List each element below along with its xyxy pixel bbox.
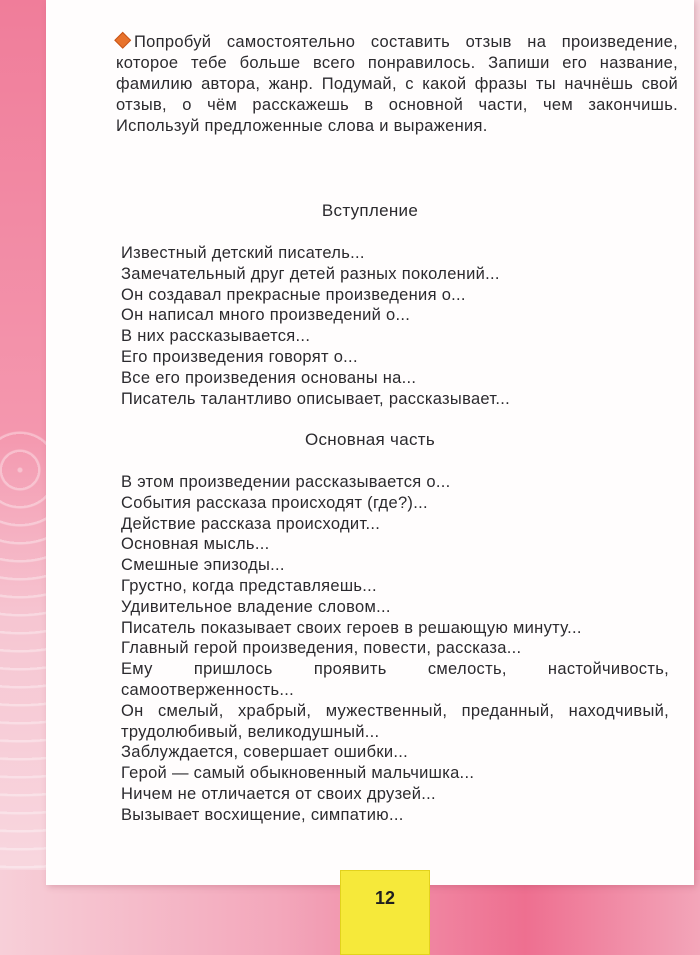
list-item: Все его произведения основаны на... — [121, 368, 417, 387]
list-item: Он написал много произведений о... — [121, 306, 411, 325]
list-item: Вызывает восхищение, симпатию... — [121, 805, 404, 824]
list-item: Замечательный друг детей разных поколений... — [121, 264, 500, 283]
list-item: Известный детский писатель... — [121, 244, 365, 262]
list-item: Он создавал прекрасные произведения о... — [121, 285, 466, 304]
list-item: Писатель талантливо описывает, рассказывает... — [121, 389, 511, 408]
list-item: Он смелый, храбрый, мужественный, преданный, находчивый, трудолюбивый, великодушный... — [121, 701, 669, 741]
list-item: Действие рассказа происходит... — [121, 514, 381, 533]
heading-introduction: Вступление — [321, 201, 419, 220]
list-item: Основная мысль... — [121, 535, 270, 554]
main-part-list — [121, 472, 669, 826]
page-number-tab — [340, 870, 430, 955]
orange-diamond-icon — [114, 32, 131, 49]
list-item: В этом произведении рассказывается о... — [121, 473, 451, 491]
list-item: Главный герой произведения, повести, рассказа... — [121, 639, 522, 658]
list-item: Ему пришлось проявить смелость, настойчивость, самоотверженность... — [121, 660, 669, 699]
list-item: События рассказа происходят (где?)... — [121, 493, 428, 512]
list-item: В них рассказывается... — [121, 327, 311, 346]
list-item: Смешные эпизоды... — [121, 556, 285, 575]
list-item: Ничем не отличается от своих друзей... — [121, 784, 436, 803]
list-item: Герой — самый обыкновенный мальчишка... — [121, 764, 475, 783]
list-item: Писатель показывает своих героев в решающую минуту... — [121, 618, 582, 637]
introduction-list — [121, 243, 669, 409]
list-item: Его произведения говорят о... — [121, 347, 358, 366]
intro-text: Попробуй самостоятельно составить отзыв на произведение, которое тебе больше всего понравилось. Запиши его название, фамилию автора, жанр. Подумай, с какой фразы ты начнёшь свой отзыв, о чём расскажешь в основной части, чем закончишь. Используй предложенные слова и выражения. — [116, 33, 678, 135]
list-item: Грустно, когда представляешь... — [121, 576, 377, 595]
list-item: Удивительное владение словом... — [121, 597, 391, 616]
heading-main-part: Основная часть — [304, 430, 436, 449]
page-number: 12 — [374, 888, 396, 908]
intro-paragraph — [116, 32, 678, 137]
list-item: Заблуждается, совершает ошибки... — [121, 743, 409, 762]
page-sheet — [46, 0, 694, 885]
